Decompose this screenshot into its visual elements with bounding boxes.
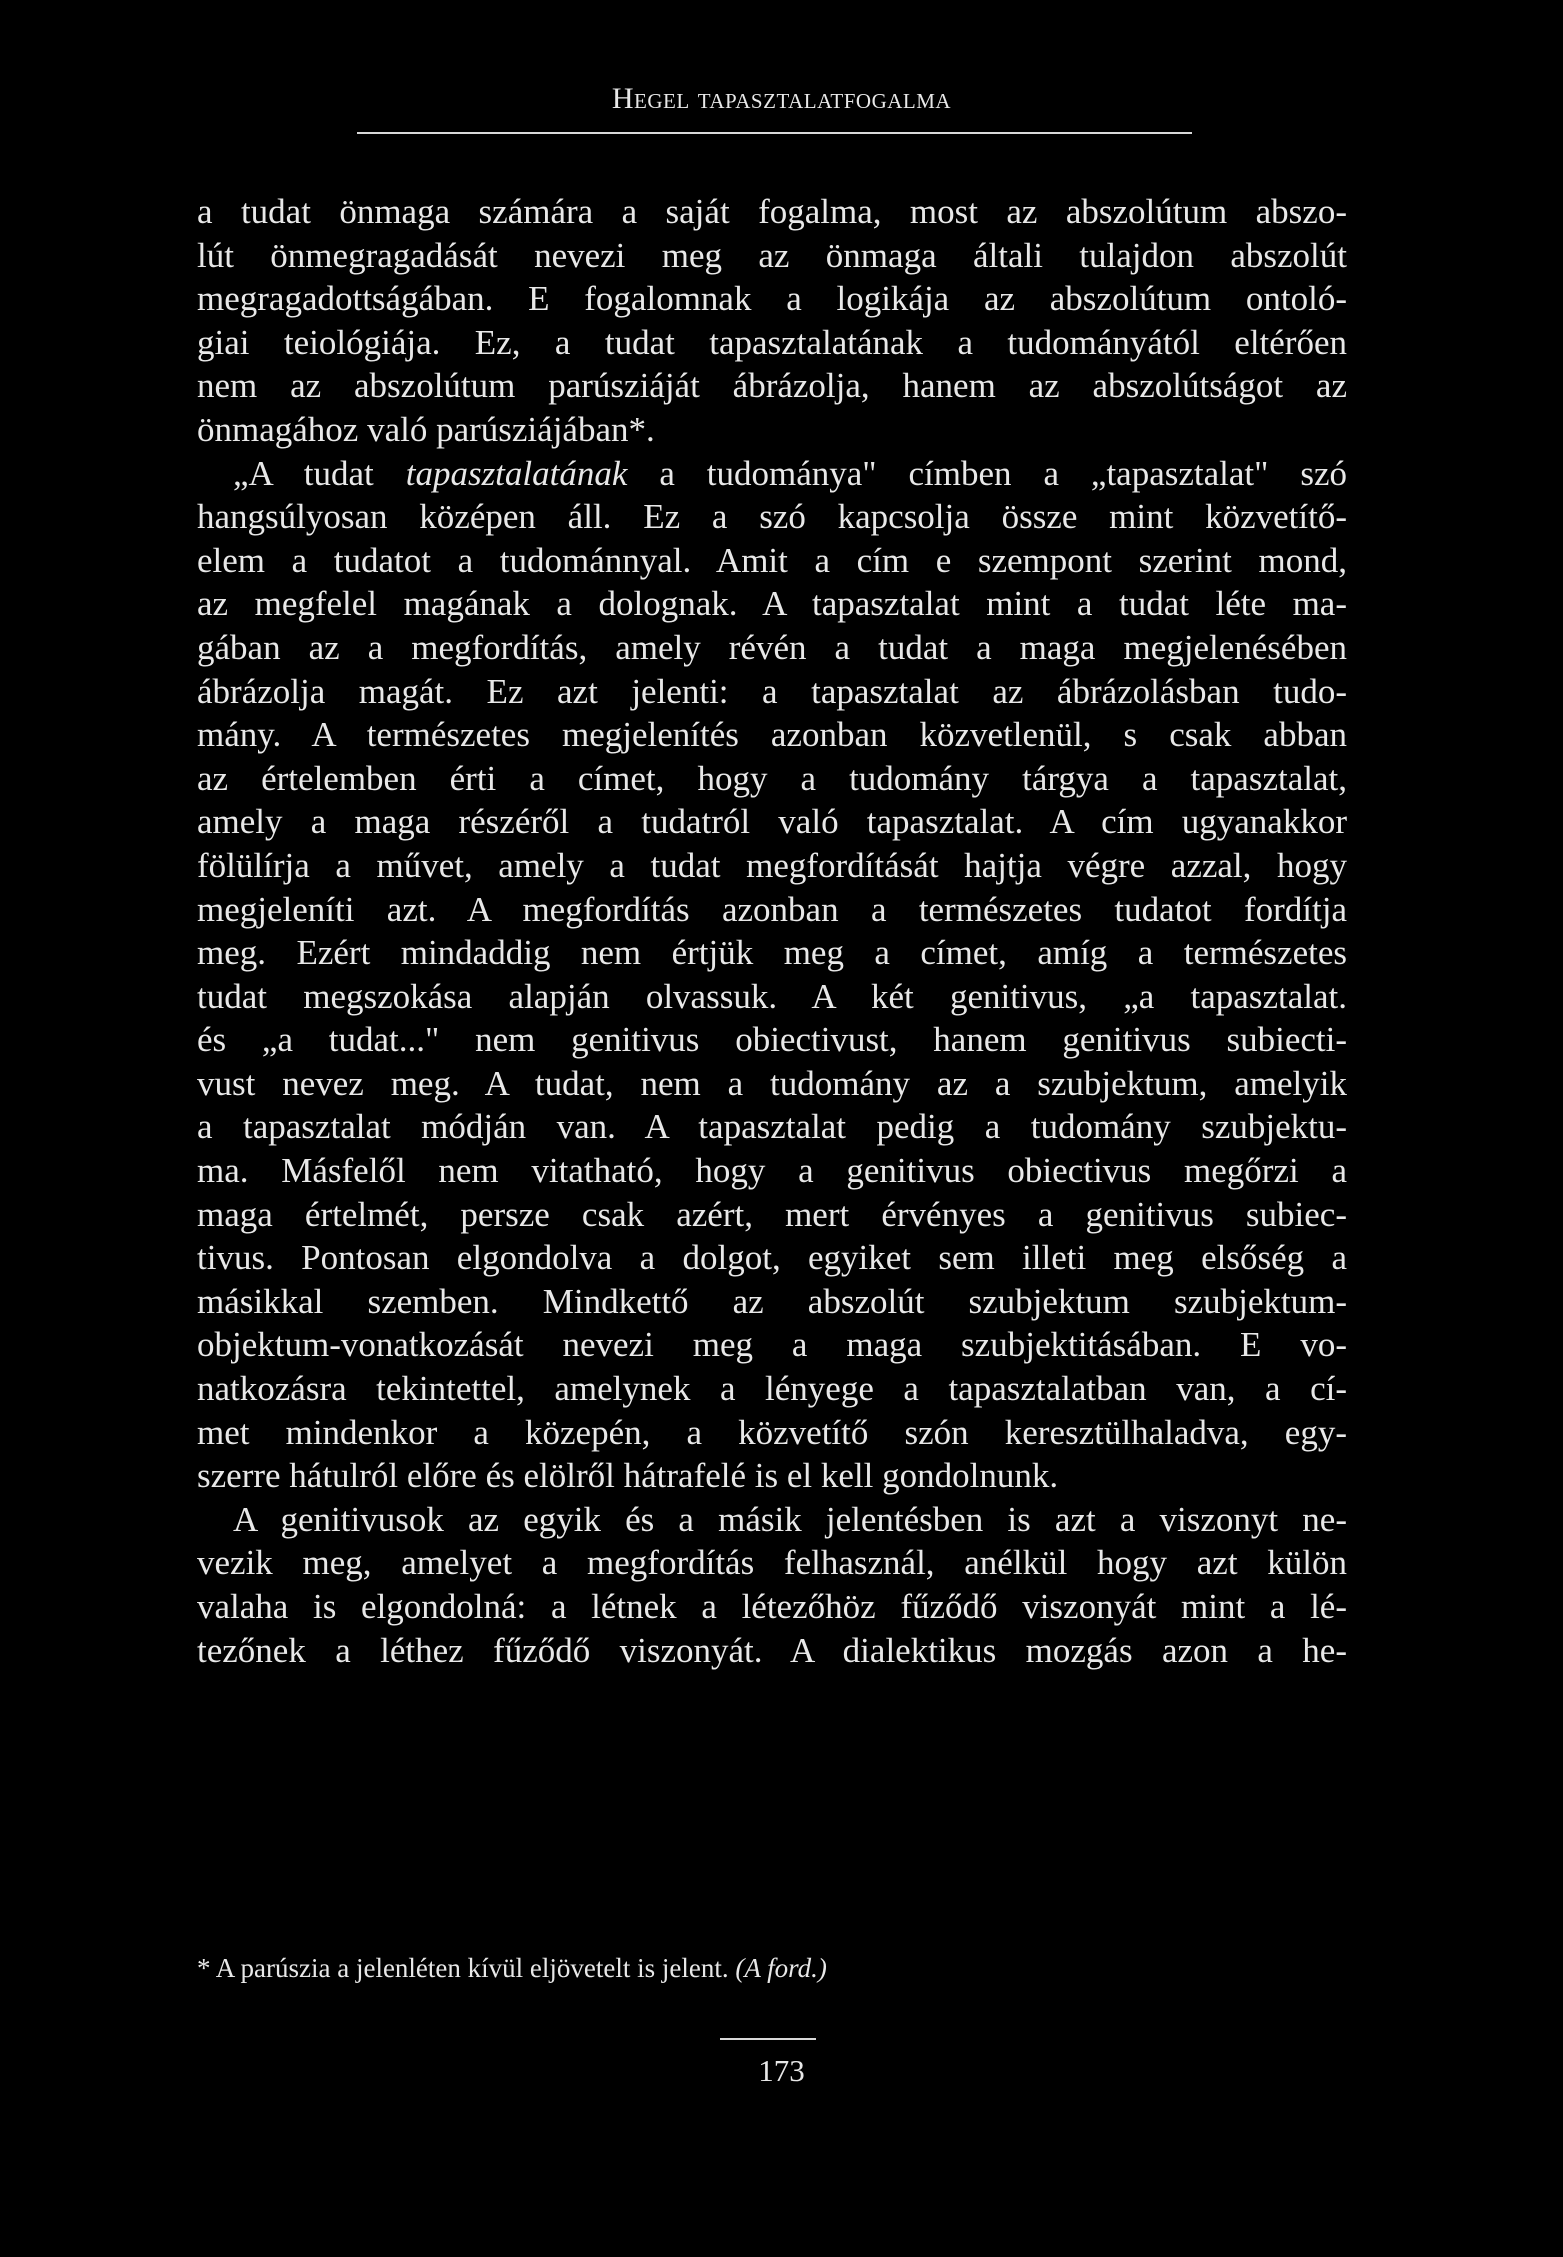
header-rule bbox=[357, 132, 1192, 134]
text-line: „A tudat tapasztalatának a tudománya" címben a „tapasztalat" szó bbox=[233, 453, 1347, 493]
text-line: fölülírja a művet, amely a tudat megfordítását hajtja végre azzal, hogy bbox=[197, 845, 1347, 885]
body-text bbox=[197, 190, 1347, 1672]
text-line: a tapasztalat módján van. A tapasztalat pedig a tudomány szubjektu- bbox=[197, 1107, 1347, 1147]
text-line: tezőnek a léthez fűződő viszonyát. A dialektikus mozgás azon a he- bbox=[197, 1630, 1347, 1670]
text-line: vezik meg, amelyet a megfordítás felhasznál, anélkül hogy azt külön bbox=[197, 1543, 1347, 1583]
text-line: ábrázolja magát. Ez azt jelenti: a tapasztalat az ábrázolásban tudo- bbox=[197, 671, 1347, 711]
running-head bbox=[0, 82, 1563, 116]
text-line: ma. Másfelől nem vitatható, hogy a genitivus obiectivus megőrzi a bbox=[197, 1151, 1347, 1191]
text-line: valaha is elgondolná: a létnek a létezőhöz fűződő viszonyát mint a lé- bbox=[197, 1587, 1347, 1626]
text-line: gában az a megfordítás, amely révén a tudat a maga megjelenésében bbox=[197, 627, 1347, 667]
text-line: az megfelel magának a dolognak. A tapasztalat mint a tudat léte ma- bbox=[197, 584, 1347, 624]
text-line: a tudat önmaga számára a saját fogalma, most az abszolútum abszo- bbox=[197, 192, 1347, 231]
text-line: megragadottságában. E fogalomnak a logikája az abszolútum ontoló- bbox=[197, 279, 1347, 319]
text-line: megjeleníti azt. A megfordítás azonban a természetes tudatot fordítja bbox=[197, 889, 1347, 929]
text-line: nem az abszolútum parúsziáját ábrázolja, hanem az abszolútságot az bbox=[197, 366, 1347, 406]
text-line: lút önmegragadását nevezi meg az önmaga általi tulajdon abszolút bbox=[197, 235, 1347, 275]
text-line: önmagához való parúsziájában*. bbox=[197, 409, 655, 449]
text-line: szerre hátulról előre és elölről hátrafelé is el kell gondolnunk. bbox=[197, 1456, 1059, 1496]
text-line: vust nevez meg. A tudat, nem a tudomány az a szubjektum, amelyik bbox=[197, 1063, 1347, 1103]
text-line: és „a tudat..." nem genitivus obiectivust, hanem genitivus subiecti- bbox=[197, 1020, 1347, 1060]
page-number-rule bbox=[720, 2038, 816, 2040]
footnote-translator-note: (A ford.) bbox=[735, 1953, 827, 1983]
text-line: elem a tudatot a tudománnyal. Amit a cím e szempont szerint mond, bbox=[197, 540, 1347, 580]
page-number: 173 bbox=[758, 2053, 805, 2088]
footnote-text: * A parúszia a jelenléten kívül eljövetelt is jelent. bbox=[197, 1953, 736, 1983]
text-line: met mindenkor a közepén, a közvetítő szón keresztülhaladva, egy- bbox=[197, 1412, 1347, 1452]
text-line: A genitivusok az egyik és a másik jelentésben is azt a viszonyt ne- bbox=[233, 1499, 1347, 1539]
text-line: másikkal szemben. Mindkettő az abszolút szubjektum szubjektum- bbox=[197, 1281, 1347, 1321]
text-line: az értelemben érti a címet, hogy a tudomány tárgya a tapasztalat, bbox=[197, 758, 1347, 798]
text-line: meg. Ezért mindaddig nem értjük meg a címet, amíg a természetes bbox=[197, 933, 1347, 973]
text-line: tivus. Pontosan elgondolva a dolgot, egyiket sem illeti meg elsőség a bbox=[197, 1238, 1347, 1278]
footnote bbox=[197, 1953, 827, 1984]
text-line: hangsúlyosan középen áll. Ez a szó kapcsolja össze mint közvetítő- bbox=[197, 497, 1347, 537]
emphasis: tapasztalatának bbox=[405, 453, 628, 493]
text-line: tudat megszokása alapján olvassuk. A két genitivus, „a tapasztalat. bbox=[197, 976, 1347, 1016]
running-head-text: Hegel tapasztalatfogalma bbox=[611, 82, 952, 115]
text-line: maga értelmét, persze csak azért, mert érvényes a genitivus subiec- bbox=[197, 1194, 1347, 1234]
text-line: objektum-vonatkozását nevezi meg a maga szubjektitásában. E vo- bbox=[197, 1325, 1347, 1365]
text-line: giai teiológiája. Ez, a tudat tapasztalatának a tudományától eltérően bbox=[197, 322, 1347, 362]
text-line: natkozásra tekintettel, amelynek a lényege a tapasztalatban van, a cí- bbox=[197, 1369, 1347, 1409]
text-line: amely a maga részéről a tudatról való tapasztalat. A cím ugyanakkor bbox=[197, 802, 1347, 842]
text-line: mány. A természetes megjelenítés azonban közvetlenül, s csak abban bbox=[197, 715, 1347, 755]
